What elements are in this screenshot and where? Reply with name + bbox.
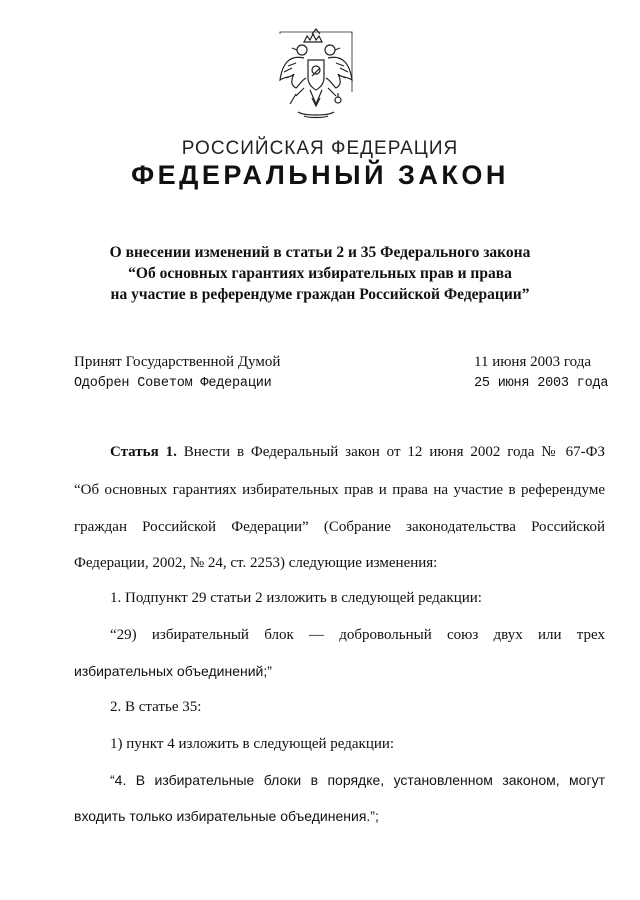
item-2: 2. В статье 35: [110, 699, 202, 715]
law-title-line: “Об основных гарантиях избирательных прав и права [128, 265, 512, 282]
state-emblem-icon [274, 28, 358, 120]
item-1-quote: “29) избирательный блок — добровольный союз двух или трех [110, 627, 605, 643]
article-line: “Об основных гарантиях избирательных прав и права на участие в референдуме [74, 482, 605, 498]
law-title [60, 242, 580, 305]
item-2-quote-cont: входить только избирательные объединения.”; [74, 808, 379, 824]
law-title-line: на участие в референдуме граждан Российской Федерации” [110, 286, 530, 303]
adopted-date: 11 июня 2003 года [474, 354, 591, 370]
adopted-label: Принят Государственной Думой [74, 354, 281, 370]
article-line [74, 444, 605, 461]
article-text: Внести в Федеральный закон от 12 июня 2002 года № 67-ФЗ [183, 444, 605, 460]
item-2-quote: “4. В избирательные блоки в порядке, установленном законом, могут [110, 772, 605, 788]
item-1: 1. Подпункт 29 статьи 2 изложить в следующей редакции: [110, 590, 482, 606]
article-line: граждан Российской Федерации” (Собрание законодательства Российской [74, 519, 605, 535]
approved-label: Одобрен Советом Федерации [74, 376, 272, 391]
item-1-quote-cont: избирательных объединений;” [74, 663, 272, 679]
article-heading: Статья 1. [110, 444, 177, 460]
item-2-sub-1: 1) пункт 4 изложить в следующей редакции: [110, 736, 395, 752]
law-type-heading: ФЕДЕРАЛЬНЫЙ ЗАКОН [131, 160, 509, 190]
law-title-line: О внесении изменений в статьи 2 и 35 Федерального закона [109, 244, 531, 261]
country-name: РОССИЙСКАЯ ФЕДЕРАЦИЯ [181, 138, 459, 159]
article-line: Федерации, 2002, № 24, ст. 2253) следующие изменения: [74, 555, 438, 571]
approved-date: 25 июня 2003 года [474, 376, 609, 391]
